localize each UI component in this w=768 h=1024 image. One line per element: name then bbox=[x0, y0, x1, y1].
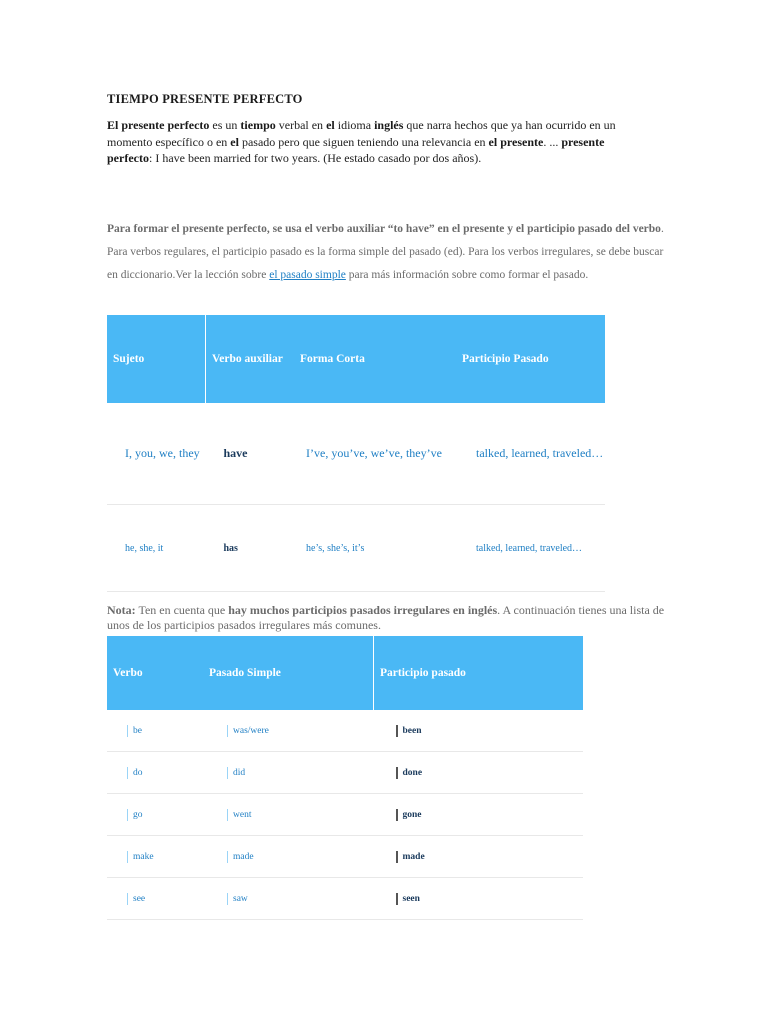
participle-text: seen bbox=[402, 893, 420, 904]
participle-text: done bbox=[402, 767, 423, 778]
cell-participle bbox=[374, 878, 584, 920]
header-pasado-simple: Pasado Simple bbox=[203, 636, 374, 710]
header-verbo: Verbo bbox=[107, 636, 203, 710]
conjugation-table bbox=[107, 315, 605, 592]
cell-participle: talked, learned, traveled… bbox=[456, 505, 605, 592]
bar-divider bbox=[227, 851, 228, 863]
cell-verb bbox=[107, 836, 203, 878]
bar-divider bbox=[227, 725, 228, 737]
cell-participle: talked, learned, traveled… bbox=[456, 403, 605, 505]
intro-text: : I have been married for two years. (He estado casado por dos años). bbox=[148, 151, 482, 165]
table-row bbox=[107, 505, 605, 592]
bar-divider bbox=[227, 893, 228, 905]
header-sujeto: Sujeto bbox=[107, 315, 206, 403]
note-paragraph bbox=[107, 603, 667, 633]
cell-participle bbox=[374, 836, 584, 878]
intro-bold: inglés bbox=[374, 118, 404, 132]
formation-text: para más información sobre como formar el pasado. bbox=[345, 269, 589, 281]
table-row bbox=[107, 836, 583, 878]
intro-paragraph bbox=[107, 117, 647, 167]
cell-past bbox=[203, 710, 374, 752]
cell-subject: I, you, we, they bbox=[107, 403, 206, 505]
verb-text: do bbox=[133, 767, 143, 778]
cell-auxiliary: have bbox=[206, 403, 295, 505]
table-header-row bbox=[107, 315, 605, 403]
bar-divider bbox=[127, 767, 128, 779]
intro-bold: el bbox=[230, 134, 239, 149]
bar-divider bbox=[227, 809, 228, 821]
cell-participle bbox=[374, 710, 584, 752]
cell-short-form: I’ve, you’ve, we’ve, they’ve bbox=[294, 403, 456, 505]
intro-text: es un bbox=[209, 118, 241, 132]
verb-text: see bbox=[133, 893, 146, 904]
intro-bold: el presente bbox=[488, 134, 544, 149]
cell-past bbox=[203, 836, 374, 878]
table-row bbox=[107, 878, 583, 920]
table-row bbox=[107, 403, 605, 505]
note-bold: hay muchos participios pasados irregulares en inglés bbox=[228, 603, 498, 617]
intro-bold: presente perfecto bbox=[107, 134, 605, 165]
irregular-verbs-table bbox=[107, 636, 583, 920]
verb-text: be bbox=[133, 725, 142, 736]
participle-text: been bbox=[402, 725, 422, 736]
table-row bbox=[107, 794, 583, 836]
bar-divider bbox=[396, 767, 398, 779]
participle-text: made bbox=[402, 851, 425, 862]
intro-bold: El presente perfecto bbox=[107, 118, 210, 132]
intro-bold: el bbox=[326, 118, 335, 132]
past-text: saw bbox=[233, 893, 248, 904]
cell-short-form: he’s, she’s, it’s bbox=[294, 505, 456, 592]
cell-participle bbox=[374, 752, 584, 794]
cell-verb bbox=[107, 878, 203, 920]
cell-past bbox=[203, 878, 374, 920]
cell-verb bbox=[107, 752, 203, 794]
past-text: made bbox=[233, 851, 254, 862]
intro-text: pasado pero que siguen teniendo una relevancia en bbox=[238, 134, 489, 149]
note-text: . A continuación tienes una lista de unos de los participios pasados irregulares más comunes. bbox=[107, 603, 665, 632]
bar-divider bbox=[396, 893, 398, 905]
bar-divider bbox=[396, 809, 398, 821]
cell-subject: he, she, it bbox=[107, 505, 206, 592]
past-text: was/were bbox=[233, 725, 269, 736]
header-participio-pasado: Participio Pasado bbox=[456, 315, 605, 403]
bar-divider bbox=[127, 725, 128, 737]
cell-verb bbox=[107, 794, 203, 836]
intro-text: que narra hechos que ya han ocurrido en un momento específico o en bbox=[107, 118, 616, 149]
past-text: went bbox=[233, 809, 252, 820]
verb-text: make bbox=[133, 851, 154, 862]
intro-text: verbal en bbox=[275, 118, 327, 132]
cell-auxiliary: has bbox=[206, 505, 295, 592]
bar-divider bbox=[227, 767, 228, 779]
bar-divider bbox=[127, 851, 128, 863]
formation-paragraph bbox=[107, 218, 667, 287]
intro-text: idioma bbox=[334, 118, 375, 132]
cell-past bbox=[203, 794, 374, 836]
cell-verb bbox=[107, 710, 203, 752]
participle-text: gone bbox=[402, 809, 422, 820]
pasado-simple-link[interactable]: el pasado simple bbox=[269, 269, 346, 281]
note-label: Nota: bbox=[107, 603, 136, 617]
past-text: did bbox=[233, 767, 246, 778]
note-text: Ten en cuenta que bbox=[135, 603, 229, 617]
header-verbo-auxiliar: Verbo auxiliar bbox=[206, 315, 295, 403]
bar-divider bbox=[127, 893, 128, 905]
table-header-row bbox=[107, 636, 583, 710]
table-row bbox=[107, 710, 583, 752]
header-participio-pasado: Participio pasado bbox=[374, 636, 584, 710]
bar-divider bbox=[127, 809, 128, 821]
bar-divider bbox=[396, 851, 398, 863]
intro-bold: tiempo bbox=[240, 118, 276, 132]
header-forma-corta: Forma Corta bbox=[294, 315, 456, 403]
bar-divider bbox=[396, 725, 398, 737]
table-row bbox=[107, 752, 583, 794]
intro-text: . ... bbox=[543, 134, 562, 149]
cell-participle bbox=[374, 794, 584, 836]
formation-text: . Para verbos regulares, el participio pasado es la forma simple del pasado (ed). Para los verbos irregulares, se debe buscar en diccionario.Ver la lección sobre bbox=[107, 223, 664, 281]
cell-past bbox=[203, 752, 374, 794]
page-title: TIEMPO PRESENTE PERFECTO bbox=[107, 92, 303, 106]
verb-text: go bbox=[133, 809, 143, 820]
formation-bold: Para formar el presente perfecto, se usa el verbo auxiliar “to have” en el presente y el participio pasado del verbo bbox=[107, 223, 661, 235]
